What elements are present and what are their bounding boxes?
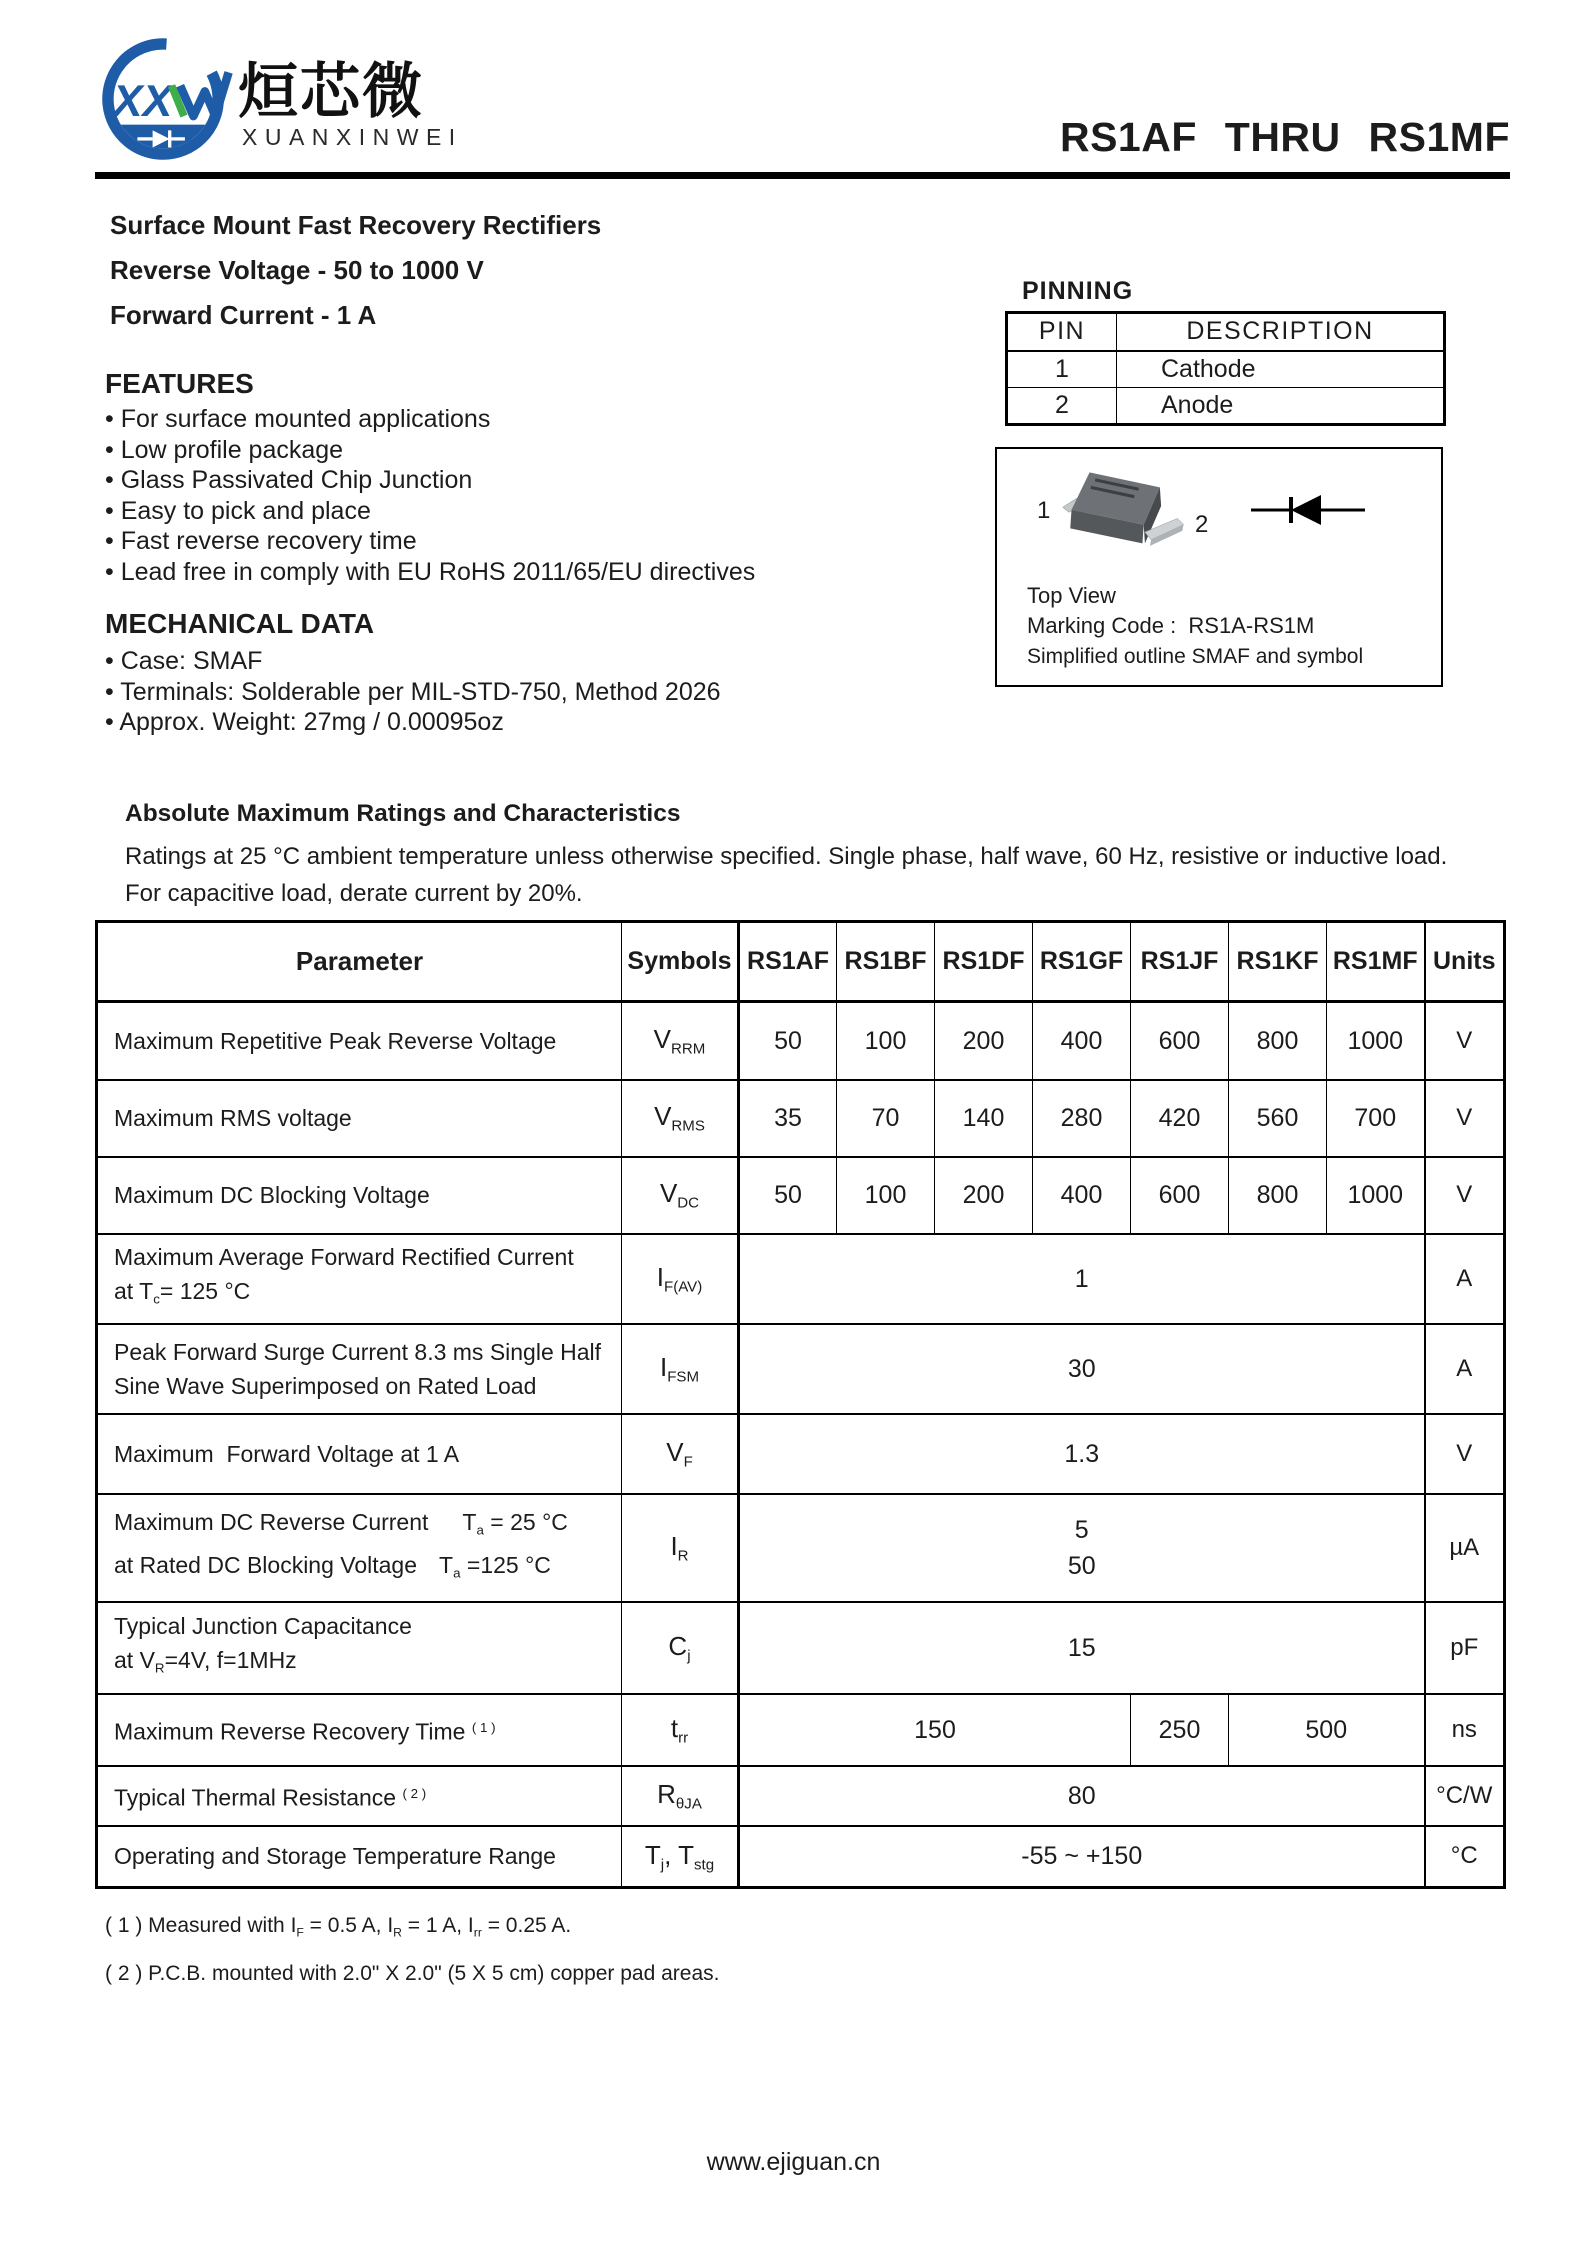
- value-cell: 400: [1033, 1002, 1131, 1080]
- value-cell: 600: [1131, 1002, 1229, 1080]
- features-heading: FEATURES: [105, 368, 254, 399]
- column-header: RS1JF: [1131, 922, 1229, 1002]
- value-cell: 700: [1327, 1080, 1425, 1157]
- mechanical-item: • Terminals: Solderable per MIL-STD-750, Method 2026: [105, 677, 721, 706]
- value-cell: 80: [739, 1766, 1425, 1826]
- table-row: [97, 1826, 1505, 1888]
- column-header: RS1GF: [1033, 922, 1131, 1002]
- column-header: RS1BF: [837, 922, 935, 1002]
- value-cell: 30: [739, 1324, 1425, 1414]
- subtitle-line: Forward Current - 1 A: [110, 300, 377, 330]
- table-row: [97, 1694, 1505, 1766]
- brand-name-english: XUANXINWEI: [242, 124, 463, 150]
- param-cell: Maximum Average Forward Rectified Current at $T_c= 125$ °C: [97, 1234, 622, 1324]
- product-subtitle: [110, 203, 601, 338]
- value-cell: 1000: [1327, 1157, 1425, 1234]
- value-cell: 600: [1131, 1157, 1229, 1234]
- param-cell: Operating and Storage Temperature Range: [97, 1826, 622, 1888]
- value-cell: 250: [1131, 1694, 1229, 1766]
- param-cell: Maximum Repetitive Peak Reverse Voltage: [97, 1002, 622, 1080]
- feature-item: • Low profile package: [105, 435, 344, 464]
- mechanical-data-heading: MECHANICAL DATA: [105, 608, 375, 639]
- column-header: RS1DF: [935, 922, 1033, 1002]
- value-cell: 280: [1033, 1080, 1131, 1157]
- symbol-cell: $t_{rr}$: [622, 1694, 739, 1766]
- package-caption-outline: Simplified outline SMAF and symbol: [1027, 645, 1364, 668]
- mechanical-data-list: [105, 646, 721, 738]
- unit-cell: V: [1425, 1414, 1505, 1494]
- unit-cell: pF: [1425, 1602, 1505, 1694]
- value-cell: 35: [739, 1080, 837, 1157]
- table-row: [97, 1002, 1505, 1080]
- column-header: RS1AF: [739, 922, 837, 1002]
- unit-cell: °C/W: [1425, 1766, 1505, 1826]
- unit-cell: V: [1425, 1080, 1505, 1157]
- pin-description: Anode: [1117, 388, 1445, 425]
- table-row: [97, 1494, 1505, 1602]
- ratings-table: [95, 920, 1506, 1889]
- symbol-cell: $R_{\theta JA}$: [622, 1766, 739, 1826]
- value-cell: 100: [837, 1157, 935, 1234]
- feature-item: • Easy to pick and place: [105, 496, 371, 525]
- package-pin2-label: 2: [1195, 511, 1209, 538]
- ratings-intro-line: Ratings at 25 °C ambient temperature unless otherwise specified. Single phase, half wave, 60 Hz, resistive or inductive load.: [125, 843, 1448, 870]
- footnotes: [105, 1905, 720, 1994]
- table-row: [97, 1080, 1505, 1157]
- package-3d-icon: [1055, 455, 1205, 567]
- unit-cell: A: [1425, 1324, 1505, 1414]
- value-cell: 200: [935, 1157, 1033, 1234]
- svg-text:XX: XX: [112, 77, 173, 127]
- table-row: [97, 1414, 1505, 1494]
- ratings-heading: Absolute Maximum Ratings and Characteristics: [125, 800, 681, 827]
- package-caption-marking-code: Marking Code : RS1A-RS1M: [1027, 613, 1315, 638]
- subtitle-line: Surface Mount Fast Recovery Rectifiers: [110, 210, 602, 240]
- table-row: [97, 1234, 1505, 1324]
- param-cell: Maximum RMS voltage: [97, 1080, 622, 1157]
- symbol-cell: $V_F$: [622, 1414, 739, 1494]
- value-cell: 420: [1131, 1080, 1229, 1157]
- value-cell: 200: [935, 1002, 1033, 1080]
- footer-website: www.ejiguan.cn: [706, 2148, 881, 2176]
- pinning-row: [1007, 388, 1445, 425]
- value-cell: 560: [1229, 1080, 1327, 1157]
- value-cell: 5 50: [739, 1494, 1425, 1602]
- param-cell: Maximum Forward Voltage at 1 A: [97, 1414, 622, 1494]
- param-cell: Typical Junction Capacitance at $V_R=4V$, f=1MHz: [97, 1602, 622, 1694]
- symbol-cell: $I_{F(AV)}$: [622, 1234, 739, 1324]
- unit-cell: A: [1425, 1234, 1505, 1324]
- feature-item: • Glass Passivated Chip Junction: [105, 466, 473, 494]
- feature-item: • For surface mounted applications: [105, 405, 491, 433]
- value-cell: 400: [1033, 1157, 1131, 1234]
- page-title: RS1AF THRU RS1MF: [1059, 114, 1510, 160]
- symbol-cell: $T_j$, $T_{stg}$: [622, 1826, 739, 1888]
- feature-item: • Fast reverse recovery time: [105, 527, 417, 555]
- param-cell: Maximum Reverse Recovery Time $^{( 1 )}$: [97, 1694, 622, 1766]
- column-header: RS1KF: [1229, 922, 1327, 1002]
- logo-mark-icon: [88, 34, 240, 164]
- table-row: [97, 1157, 1505, 1234]
- column-header: RS1MF: [1327, 922, 1425, 1002]
- symbol-cell: $I_{FSM}$: [622, 1324, 739, 1414]
- table-row: [97, 1602, 1505, 1694]
- value-cell: 1.3: [739, 1414, 1425, 1494]
- symbol-cell: $V_{RRM}$: [622, 1002, 739, 1080]
- value-cell: 150: [739, 1694, 1131, 1766]
- unit-cell: µA: [1425, 1494, 1505, 1602]
- unit-cell: °C: [1425, 1826, 1505, 1888]
- mechanical-item: • Case: SMAF: [105, 647, 263, 675]
- value-cell: 15: [739, 1602, 1425, 1694]
- package-outline-box: [995, 447, 1443, 687]
- symbol-cell: $V_{RMS}$: [622, 1080, 739, 1157]
- value-cell: 70: [837, 1080, 935, 1157]
- brand-name-chinese: 烜芯微: [238, 58, 424, 125]
- table-row: [97, 1766, 1505, 1826]
- pinning-row: [1007, 351, 1445, 388]
- param-cell: Peak Forward Surge Current 8.3 ms Single Half Sine Wave Superimposed on Rated Load: [97, 1324, 622, 1414]
- features-list: [105, 404, 755, 587]
- ratings-intro-line: For capacitive load, derate current by 20%.: [125, 880, 583, 907]
- unit-cell: ns: [1425, 1694, 1505, 1766]
- column-header: Symbols: [622, 922, 739, 1002]
- value-cell: 100: [837, 1002, 935, 1080]
- company-logo: [88, 34, 240, 169]
- symbol-cell: $V_{DC}$: [622, 1157, 739, 1234]
- value-cell: 1000: [1327, 1002, 1425, 1080]
- param-cell: Maximum DC Blocking Voltage: [97, 1157, 622, 1234]
- unit-cell: V: [1425, 1157, 1505, 1234]
- pinning-header-description: DESCRIPTION: [1117, 313, 1445, 351]
- value-cell: 140: [935, 1080, 1033, 1157]
- param-cell: Typical Thermal Resistance $^{( 2 )}$: [97, 1766, 622, 1826]
- column-header: Parameter: [97, 922, 622, 1002]
- table-row: [97, 1324, 1505, 1414]
- value-cell: 50: [739, 1157, 837, 1234]
- diode-symbol-icon: [1249, 489, 1369, 531]
- subtitle-line: Reverse Voltage - 50 to 1000 V: [110, 255, 484, 285]
- symbol-cell: $I_R$: [622, 1494, 739, 1602]
- unit-cell: V: [1425, 1002, 1505, 1080]
- value-cell: 1: [739, 1234, 1425, 1324]
- value-cell: 50: [739, 1002, 837, 1080]
- ratings-intro: [125, 838, 1447, 912]
- symbol-cell: $C_j$: [622, 1602, 739, 1694]
- column-header: Units: [1425, 922, 1505, 1002]
- package-pin1-label: 1: [1037, 497, 1051, 524]
- value-cell: 500: [1229, 1694, 1425, 1766]
- pinning-heading: PINNING: [1022, 277, 1134, 305]
- param-cell: Maximum DC Reverse Current $T_a = 25$ °C at Rated DC Blocking Voltage $T_a =125$ °C: [97, 1494, 622, 1602]
- footnote: ( 2 ) P.C.B. mounted with 2.0" X 2.0" (5 X 5 cm) copper pad areas.: [105, 1962, 720, 1986]
- title-divider: [95, 172, 1510, 179]
- ratings-table-wrap: [95, 920, 1506, 1889]
- pinning-table: [1005, 311, 1446, 426]
- pin-description: Cathode: [1117, 351, 1445, 388]
- feature-item: • Lead free in comply with EU RoHS 2011/65/EU directives: [105, 557, 756, 586]
- package-caption-top-view: Top View: [1027, 583, 1116, 608]
- value-cell: 800: [1229, 1157, 1327, 1234]
- pinning-header-pin: PIN: [1007, 313, 1117, 351]
- footnote: ( 1 ) Measured with $I_F = 0.5$ A, $I_R = 1$ A, $I_{rr} = 0.25$ A.: [105, 1914, 572, 1940]
- value-cell: -55 ~ +150: [739, 1826, 1425, 1888]
- value-cell: 800: [1229, 1002, 1327, 1080]
- pin-number: 1: [1007, 351, 1117, 388]
- mechanical-item: • Approx. Weight: 27mg / 0.00095oz: [105, 708, 504, 736]
- pin-number: 2: [1007, 388, 1117, 425]
